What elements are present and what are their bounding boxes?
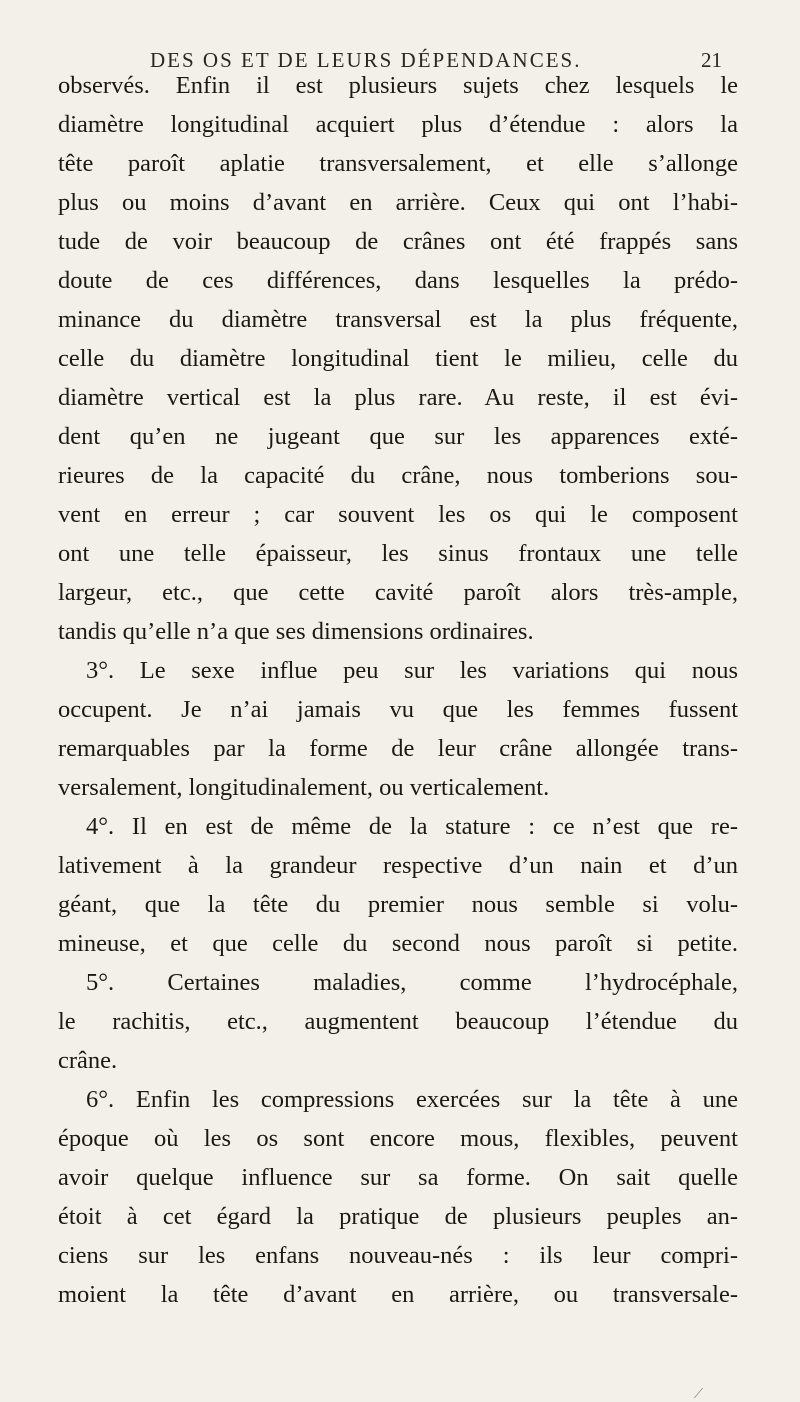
text-line: époque où les os sont encore mous, flexibles, peuvent	[58, 1125, 738, 1152]
text-line: diamètre vertical est la plus rare. Au reste, il est évi-	[58, 384, 738, 411]
text-line: largeur, etc., que cette cavité paroît alors très-ample,	[58, 579, 738, 606]
running-head	[0, 14, 800, 72]
text-line: 4°. Il en est de même de la stature : ce n’est que re-	[86, 813, 738, 840]
text-line: ciens sur les enfans nouveau-nés : ils leur compri-	[58, 1242, 738, 1269]
text-line: plus ou moins d’avant en arrière. Ceux qui ont l’habi-	[58, 189, 738, 216]
text-line: 3°. Le sexe influe peu sur les variations qui nous	[86, 657, 738, 684]
text-line: celle du diamètre longitudinal tient le milieu, celle du	[58, 345, 738, 372]
text-line: doute de ces différences, dans lesquelles la prédo-	[58, 267, 738, 294]
text-line: rieures de la capacité du crâne, nous tomberions sou-	[58, 462, 738, 489]
text-line: minance du diamètre transversal est la plus fréquente,	[58, 306, 738, 333]
running-title: DES OS ET DE LEURS DÉPENDANCES.	[150, 48, 582, 72]
text-line: tête paroît aplatie transversalement, et elle s’allonge	[58, 150, 738, 177]
text-line: 6°. Enfin les compressions exercées sur la tête à une	[86, 1086, 738, 1113]
text-line: le rachitis, etc., augmentent beaucoup l’étendue du	[58, 1008, 738, 1035]
text-line: vent en erreur ; car souvent les os qui le composent	[58, 501, 738, 528]
text-line: ont une telle épaisseur, les sinus frontaux une telle	[58, 540, 738, 567]
text-line: versalement, longitudinalement, ou verticalement.	[58, 774, 550, 801]
text-line: tandis qu’elle n’a que ses dimensions ordinaires.	[58, 618, 534, 645]
text-line: occupent. Je n’ai jamais vu que les femmes fussent	[58, 696, 738, 723]
text-line: tude de voir beaucoup de crânes ont été frappés sans	[58, 228, 738, 255]
text-line: remarquables par la forme de leur crâne allongée trans-	[58, 735, 738, 762]
text-line: dent qu’en ne jugeant que sur les apparences exté-	[58, 423, 738, 450]
text-line: 5°. Certaines maladies, comme l’hydrocéphale,	[86, 969, 738, 996]
text-line: crâne.	[58, 1047, 118, 1074]
text-line: moient la tête d’avant en arrière, ou transversale-	[58, 1281, 738, 1308]
text-line: avoir quelque influence sur sa forme. On sait quelle	[58, 1164, 738, 1191]
page-number: 21	[701, 48, 722, 72]
text-line: diamètre longitudinal acquiert plus d’étendue : alors la	[58, 111, 738, 138]
text-line: lativement à la grandeur respective d’un nain et d’un	[58, 852, 738, 879]
text-line: étoit à cet égard la pratique de plusieurs peuples an-	[58, 1203, 738, 1230]
paper-mark	[694, 1388, 717, 1398]
text-line: observés. Enfin il est plusieurs sujets chez lesquels le	[58, 72, 738, 99]
text-line: mineuse, et que celle du second nous paroît si petite.	[58, 930, 738, 957]
text-line: géant, que la tête du premier nous semble si volu-	[58, 891, 738, 918]
